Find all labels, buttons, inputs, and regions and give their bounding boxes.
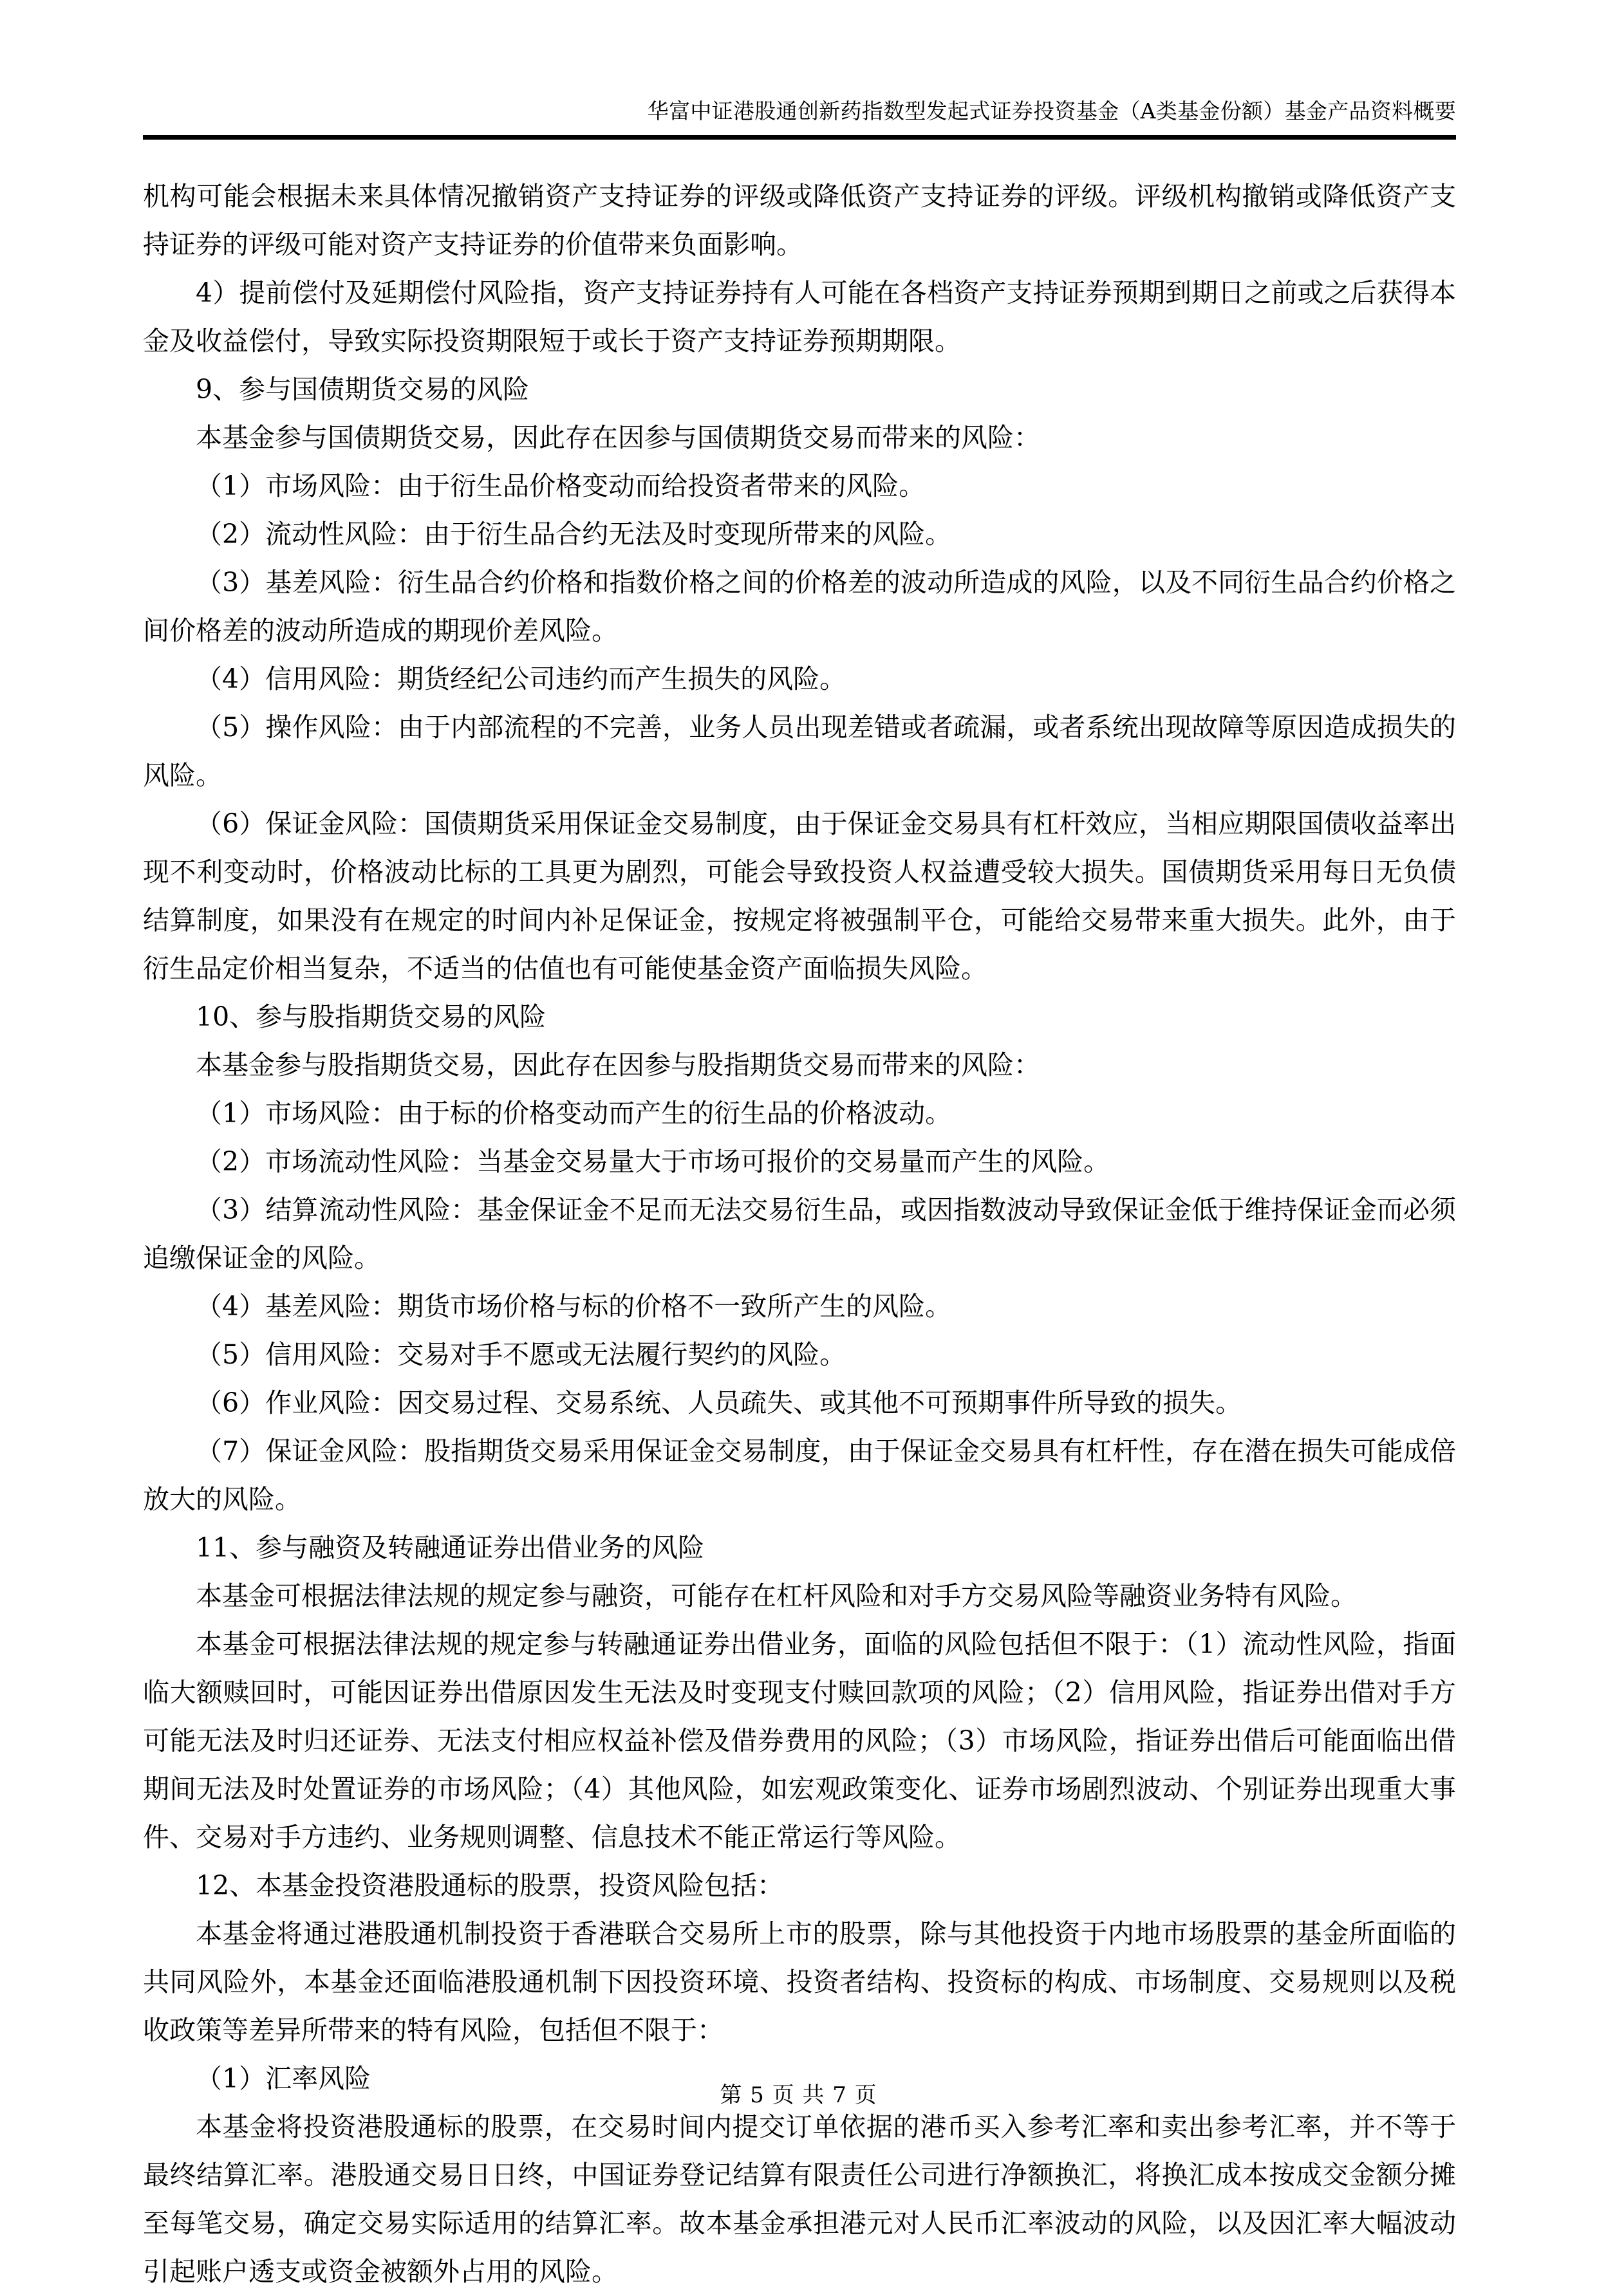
p-9-4: （4）信用风险：期货经纪公司违约而产生损失的风险。 [196, 663, 846, 694]
p-12-1-body: 本基金将投资港股通标的股票，在交易时间内提交订单依据的港币买入参考汇率和卖出参考汇率，并不等于最终结算汇率。港股通交易日日终，中国证券登记结算有限责任公司进行净额换汇，将换汇成本按成交金额分摊至每笔交易，确定交易实际适用的结算汇率。故本基金承担港元对人民币汇率波动的风险，以及因汇率大幅波动引起账户透支或资金被额外占用的风险。 [143, 2111, 1456, 2287]
p-10-4: （4）基差风险：期货市场价格与标的价格不一致所产生的风险。 [196, 1291, 952, 1322]
p-10-5: （5）信用风险：交易对手不愿或无法履行契约的风险。 [196, 1339, 846, 1370]
p-heading-10: 10、参与股指期货交易的风险 [196, 1001, 546, 1032]
p-9-2: （2）流动性风险：由于衍生品合约无法及时变现所带来的风险。 [196, 519, 952, 550]
p-rating-withdraw: 机构可能会根据未来具体情况撤销资产支持证券的评级或降低资产支持证券的评级。评级机构撤销或降低资产支持证券的评级可能对资产支持证券的价值带来负面影响。 [143, 181, 1456, 260]
p-12-intro: 本基金将通过港股通机制投资于香港联合交易所上市的股票，除与其他投资于内地市场股票的基金所面临的共同风险外，本基金还面临港股通机制下因投资环境、投资者结构、投资标的构成、市场制度、交易规则以及税收政策等差异所带来的特有风险，包括但不限于： [143, 1918, 1456, 2046]
p-9-5: （5）操作风险：由于内部流程的不完善，业务人员出现差错或者疏漏，或者系统出现故障等原因造成损失的风险。 [143, 712, 1456, 791]
p-prepay-item-4: 4）提前偿付及延期偿付风险指，资产支持证券持有人可能在各档资产支持证券预期到期日之前或之后获得本金及收益偿付，导致实际投资期限短于或长于资产支持证券预期期限。 [143, 277, 1456, 356]
p-heading-9: 9、参与国债期货交易的风险 [196, 374, 530, 405]
p-heading-12: 12、本基金投资港股通标的股票，投资风险包括： [196, 1870, 784, 1901]
p-11-2: 本基金可根据法律法规的规定参与转融通证券出借业务，面临的风险包括但不限于：（1）流动性风险，指面临大额赎回时，可能因证券出借原因发生无法及时变现支付赎回款项的风险；（2）信用风险，指证券出借对手方可能无法及时归还证券、无法支付相应权益补偿及借券费用的风险；（3）市场风险，指证券出借后可能面临出借期间无法及时处置证券的市场风险；（4）其他风险，如宏观政策变化、证券市场剧烈波动、个别证券出现重大事件、交易对手方违约、业务规则调整、信息技术不能正常运行等风险。 [143, 1629, 1456, 1853]
page-header [143, 97, 1456, 145]
p-10-3: （3）结算流动性风险：基金保证金不足而无法交易衍生品，或因指数波动导致保证金低于维持保证金而必须追缴保证金的风险。 [143, 1194, 1456, 1273]
p-12-1-title: （1）汇率风险 [196, 2063, 371, 2094]
document-body [143, 172, 1456, 2296]
p-9-3: （3）基差风险：衍生品合约价格和指数价格之间的价格差的波动所造成的风险，以及不同衍生品合约价格之间价格差的波动所造成的期现价差风险。 [143, 567, 1456, 646]
p-10-intro: 本基金参与股指期货交易，因此存在因参与股指期货交易而带来的风险： [196, 1050, 1040, 1080]
p-9-intro: 本基金参与国债期货交易，因此存在因参与国债期货交易而带来的风险： [196, 422, 1040, 453]
page-footer [0, 2080, 1597, 2111]
header-title: 华富中证港股通创新药指数型发起式证券投资基金（A类基金份额）基金产品资料概要 [647, 98, 1456, 124]
p-9-6: （6）保证金风险：国债期货采用保证金交易制度，由于保证金交易具有杠杆效应，当相应期限国债收益率出现不利变动时，价格波动比标的工具更为剧烈，可能会导致投资人权益遭受较大损失。国债期货采用每日无负债结算制度，如果没有在规定的时间内补足保证金，按规定将被强制平仓，可能给交易带来重大损失。此外，由于衍生品定价相当复杂，不适当的估值也有可能使基金资产面临损失风险。 [143, 808, 1456, 984]
header-divider [143, 135, 1456, 140]
p-heading-11: 11、参与融资及转融通证券出借业务的风险 [196, 1532, 705, 1563]
p-10-2: （2）市场流动性风险：当基金交易量大于市场可报价的交易量而产生的风险。 [196, 1146, 1110, 1177]
p-11-1: 本基金可根据法律法规的规定参与融资，可能存在杠杆风险和对手方交易风险等融资业务特有风险。 [196, 1580, 1357, 1611]
p-10-1: （1）市场风险：由于标的价格变动而产生的衍生品的价格波动。 [196, 1098, 952, 1129]
page-number-label: 第 5 页 共 7 页 [720, 2082, 877, 2108]
p-10-7: （7）保证金风险：股指期货交易采用保证金交易制度，由于保证金交易具有杠杆性，存在潜在损失可能成倍放大的风险。 [143, 1436, 1456, 1515]
p-10-6: （6）作业风险：因交易过程、交易系统、人员疏失、或其他不可预期事件所导致的损失。 [196, 1387, 1242, 1418]
p-9-1: （1）市场风险：由于衍生品价格变动而给投资者带来的风险。 [196, 470, 926, 501]
